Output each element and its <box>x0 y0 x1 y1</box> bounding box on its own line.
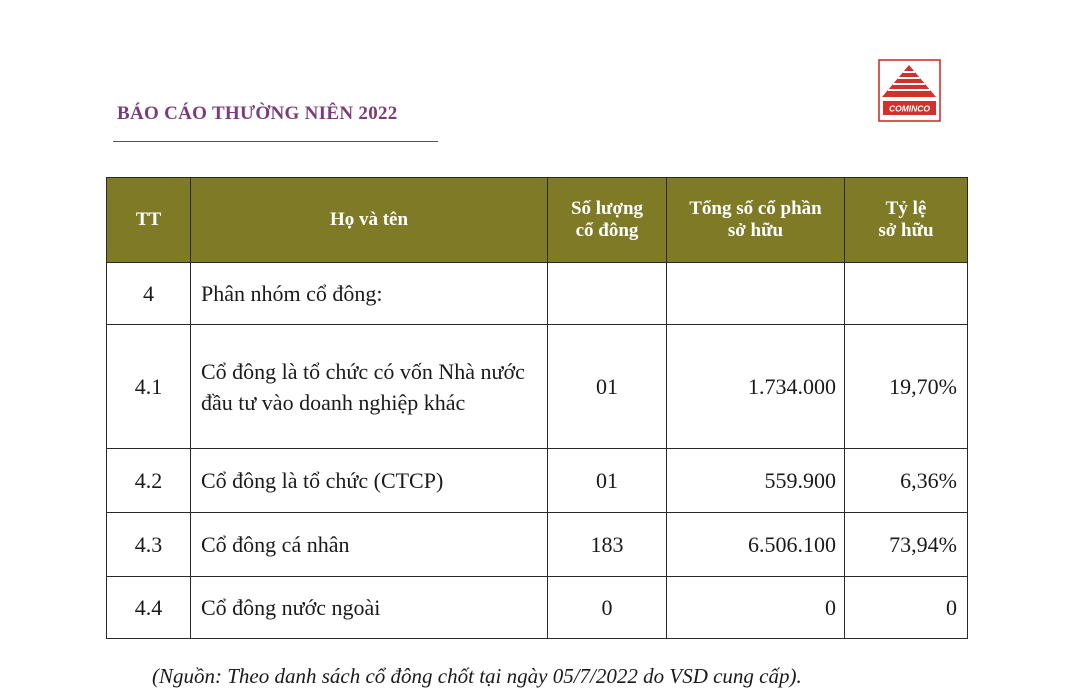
column-header-name <box>191 178 548 263</box>
shareholder-group-name: Cổ đông cá nhân <box>191 513 548 577</box>
column-header-ratio-line2: sở hữu <box>878 220 934 241</box>
source-note: (Nguồn: Theo danh sách cổ đông chốt tại ngày 05/7/2022 do VSD cung cấp). <box>152 664 802 688</box>
report-title: BÁO CÁO THƯỜNG NIÊN 2022 <box>117 103 398 124</box>
ownership-ratio: 73,94% <box>845 513 968 577</box>
row-number: 4.3 <box>107 513 191 577</box>
title-underline <box>113 141 438 142</box>
table-header-row <box>107 178 968 263</box>
total-shares: 559.900 <box>667 449 845 513</box>
row-number: 4.2 <box>107 449 191 513</box>
table-row <box>107 513 968 577</box>
column-header-shareholder-count <box>548 178 667 263</box>
shareholder-group-name: Phân nhóm cổ đông: <box>191 263 548 325</box>
table-row <box>107 577 968 639</box>
row-number: 4.1 <box>107 325 191 449</box>
ownership-ratio <box>845 263 968 325</box>
ownership-ratio: 19,70% <box>845 325 968 449</box>
table-row <box>107 325 968 449</box>
company-logo <box>878 59 941 122</box>
ownership-ratio: 6,36% <box>845 449 968 513</box>
total-shares: 1.734.000 <box>667 325 845 449</box>
shareholder-group-name: Cổ đông nước ngoài <box>191 577 548 639</box>
total-shares: 0 <box>667 577 845 639</box>
shareholder-group-name: Cổ đông là tổ chức (CTCP) <box>191 449 548 513</box>
column-header-count-line1: Số lượng <box>570 198 644 219</box>
column-header-tt-text: TT <box>135 209 162 230</box>
column-header-count-line2: cổ đông <box>575 220 639 241</box>
total-shares <box>667 263 845 325</box>
shareholder-count: 01 <box>548 325 667 449</box>
shareholder-group-name: Cổ đông là tổ chức có vốn Nhà nước đầu tư vào doanh nghiệp khác <box>191 325 548 449</box>
shareholder-count: 183 <box>548 513 667 577</box>
shareholder-structure-table <box>106 177 968 639</box>
table-row <box>107 449 968 513</box>
shareholder-count: 01 <box>548 449 667 513</box>
row-number: 4.4 <box>107 577 191 639</box>
logo-text: COMINCO <box>888 103 931 114</box>
column-header-ratio-line1: Tỷ lệ <box>885 198 927 219</box>
table-row <box>107 263 968 325</box>
column-header-name-text: Họ và tên <box>329 209 409 230</box>
ownership-ratio: 0 <box>845 577 968 639</box>
column-header-ownership-ratio <box>845 178 968 263</box>
column-header-tt <box>107 178 191 263</box>
column-header-total-shares <box>667 178 845 263</box>
row-number: 4 <box>107 263 191 325</box>
shareholder-count <box>548 263 667 325</box>
shareholder-count: 0 <box>548 577 667 639</box>
total-shares: 6.506.100 <box>667 513 845 577</box>
column-header-shares-line2: sở hữu <box>727 220 784 241</box>
column-header-shares-line1: Tổng số cổ phần <box>689 198 822 219</box>
